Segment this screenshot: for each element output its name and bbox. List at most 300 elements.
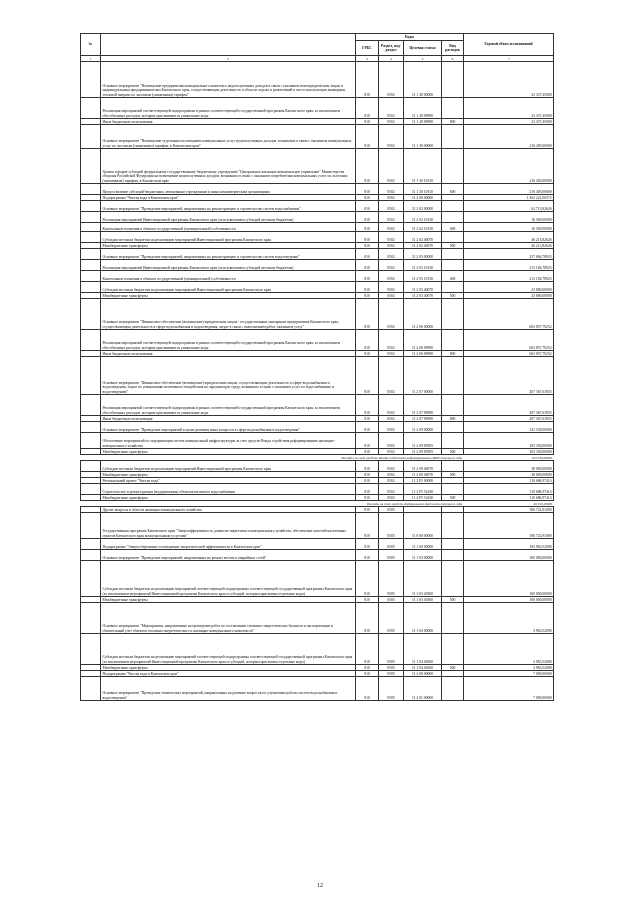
- cell-csr: 11 1 03 40360: [404, 597, 442, 603]
- cell-razdel: 0502: [379, 357, 404, 395]
- table-row: [81, 271, 554, 282]
- table-row: [81, 422, 554, 433]
- cell-amount: 46 213,82626: [464, 243, 554, 249]
- cell-csr: 11 1 30 00000: [404, 125, 442, 149]
- cell-name: Межбюджетные трансферты: [101, 495, 356, 501]
- cell-csr: 11 2 06 09990: [404, 330, 442, 351]
- table-row: [81, 561, 554, 597]
- cell-razdel: 0505: [379, 513, 404, 539]
- column-number: 5: [404, 56, 442, 62]
- cell-razdel: 0502: [379, 98, 404, 119]
- cell-vr: 500: [442, 665, 464, 671]
- cell-csr: 11 0 00 00000: [404, 513, 442, 539]
- cell-csr: 11 1 30 10310: [404, 184, 442, 195]
- cell-vr: [442, 62, 464, 98]
- cell-grbs: 810: [356, 677, 379, 701]
- cell-no: [81, 513, 101, 539]
- cell-name: Иные бюджетные ассигнования: [101, 351, 356, 357]
- cell-grbs: 810: [356, 561, 379, 597]
- table-row: [81, 299, 554, 330]
- header-grbs: ГРБС: [356, 41, 379, 56]
- column-number: 7: [464, 56, 554, 62]
- cell-vr: [442, 282, 464, 293]
- cell-name: Межбюджетные трансферты: [101, 472, 356, 478]
- page-number: 12: [317, 883, 323, 889]
- cell-name: Иные бюджетные ассигнования: [101, 416, 356, 422]
- cell-no: [81, 98, 101, 119]
- cell-grbs: 810: [356, 62, 379, 98]
- cell-grbs: 810: [356, 634, 379, 665]
- cell-amount: 110 686,97414: [464, 478, 554, 484]
- cell-csr: 11 2 02 10130: [404, 223, 442, 232]
- cell-no: [81, 677, 101, 701]
- cell-no: [81, 603, 101, 634]
- cell-name: Капитальные вложения в объекты государственной (муниципальной) собственности: [101, 223, 356, 232]
- cell-razdel: 0505: [379, 507, 404, 513]
- cell-razdel: 0502: [379, 299, 404, 330]
- table-row: [81, 232, 554, 243]
- cell-name: Гранты в форме субсидий федеральному государственному бюджетному учреждению "Центральное жилищно-коммунальное управление" Министерства обороны Российской Федерации на возмещение недополученных доходов, возникших в связи с оказанием потребителям коммунальных услуг по льготным (сниженным) тарифам, в Камчатском крае: [101, 149, 356, 184]
- budget-table: [80, 33, 554, 701]
- cell-amount: 1 362 221,00372: [464, 195, 554, 201]
- table-row: [81, 539, 554, 550]
- cell-grbs: 810: [356, 461, 379, 472]
- cell-vr: 800: [442, 416, 464, 422]
- cell-amount: 100 000,00000: [464, 561, 554, 597]
- cell-amount: 110 686,97414: [464, 495, 554, 501]
- cell-vr: [442, 539, 464, 550]
- table-row: [81, 223, 554, 232]
- cell-name: Реализация мероприятий Инвестиционной программы Камчатского края (за исключением субсидий местным бюджетам): [101, 260, 356, 271]
- cell-csr: 11 1 28 00000: [404, 62, 442, 98]
- cell-name: Основное мероприятие "Возмещение предприятиям коммунального комплекса недополученных доходов в связи с оказанием ими юридическим лицам и индивидуальным предпринимателям Камчатского края, осуществляющим деятельность в области отдыха и развлечений в части эксплуатации аквапарков, тепловой энергии по льготным (сниженным) тарифам": [101, 62, 356, 98]
- cell-grbs: 810: [356, 671, 379, 677]
- cell-vr: [442, 201, 464, 212]
- cell-name: Подпрограмма "Чистая вода в Камчатском крае": [101, 671, 356, 677]
- table-row: [81, 260, 554, 271]
- cell-razdel: 0502: [379, 195, 404, 201]
- cell-amount: 213 184,78925: [464, 271, 554, 282]
- cell-name: Обеспечение мероприятий по модернизации систем коммунальной инфраструктуры за счет средств Фонда содействия реформированию жилищно-коммунального хозяйства: [101, 433, 356, 449]
- cell-amount: 186 722,91000: [464, 507, 554, 513]
- table-row: [81, 125, 554, 149]
- cell-name: Субсидии местным бюджетам на реализацию мероприятий Инвестиционной программы Камчатского края: [101, 282, 356, 293]
- cell-amount: 7 000,00000: [464, 677, 554, 701]
- cell-csr: 11 2 03 10130: [404, 271, 442, 282]
- cell-grbs: 810: [356, 293, 379, 299]
- table-row: [81, 461, 554, 472]
- cell-grbs: 810: [356, 597, 379, 603]
- table-row: [81, 550, 554, 561]
- cell-vr: [442, 603, 464, 634]
- cell-razdel: 0502: [379, 395, 404, 416]
- cell-amount: 103 963,52000: [464, 539, 554, 550]
- cell-csr: 11 2 03 00000: [404, 249, 442, 260]
- cell-vr: [442, 550, 464, 561]
- cell-razdel: 0502: [379, 282, 404, 293]
- header-vr: Вид расходов: [442, 41, 464, 56]
- cell-name: Межбюджетные трансферты: [101, 243, 356, 249]
- cell-no: [81, 201, 101, 212]
- cell-name: Межбюджетные трансферты: [101, 597, 356, 603]
- cell-amount: 3 963,52000: [464, 665, 554, 671]
- cell-razdel: 0502: [379, 484, 404, 495]
- cell-name: Подпрограмма "Энергосбережение и повышение энергетической эффективности в Камчатском крае": [101, 539, 356, 550]
- cell-grbs: 810: [356, 260, 379, 271]
- cell-amount: 216 405,00000: [464, 149, 554, 184]
- cell-vr: [442, 149, 464, 184]
- cell-vr: [442, 299, 464, 330]
- header-row-top: [81, 34, 554, 41]
- cell-amount: 103 330,00000: [464, 449, 554, 455]
- cell-no: [81, 249, 101, 260]
- cell-csr: 11 2 07 09990: [404, 395, 442, 416]
- table-row: [81, 282, 554, 293]
- cell-name: Основное мероприятие "Проведение мероприятий, направленных на реконструкцию и строительство систем водоотведения": [101, 249, 356, 260]
- cell-grbs: 810: [356, 665, 379, 671]
- cell-grbs: 810: [356, 330, 379, 351]
- cell-razdel: 0502: [379, 330, 404, 351]
- cell-razdel: 0502: [379, 293, 404, 299]
- cell-razdel: 0502: [379, 184, 404, 195]
- cell-name: Субсидии местным бюджетам на реализацию мероприятий соответствующей подпрограммы соответствующей государственной программы Камчатского края (за исключением мероприятий Инвестиционной программы Камчатского края и субсидий, которым присвоены отдельные коды): [101, 634, 356, 665]
- cell-no: [81, 484, 101, 495]
- cell-grbs: 810: [356, 449, 379, 455]
- cell-name: Субсидии местным бюджетам на реализацию мероприятий Инвестиционной программы Камчатского края: [101, 461, 356, 472]
- cell-vr: [442, 677, 464, 701]
- cell-razdel: 0502: [379, 232, 404, 243]
- cell-vr: 500: [442, 472, 464, 478]
- cell-no: [81, 62, 101, 98]
- cell-razdel: 0502: [379, 449, 404, 455]
- cell-csr: 11 1 28 09990: [404, 98, 442, 119]
- column-number: 4: [379, 56, 404, 62]
- table-row: [81, 62, 554, 98]
- cell-vr: [442, 634, 464, 665]
- header-amount: Годовой объем ассигнований: [464, 34, 554, 56]
- table-body: [81, 62, 554, 701]
- cell-vr: [442, 357, 464, 395]
- cell-razdel: 0502: [379, 260, 404, 271]
- cell-razdel: 0502: [379, 201, 404, 212]
- cell-amount: 23 337,45000: [464, 62, 554, 98]
- cell-no: [81, 550, 101, 561]
- cell-name: Межбюджетные трансферты: [101, 293, 356, 299]
- cell-name: Иные бюджетные ассигнования: [101, 119, 356, 125]
- cell-razdel: 0502: [379, 119, 404, 125]
- header-razdel: Раздел, под-раздел: [379, 41, 404, 56]
- cell-no: [81, 539, 101, 550]
- cell-grbs: 810: [356, 98, 379, 119]
- cell-name: Межбюджетные трансферты: [101, 449, 356, 455]
- cell-amount: 103 330,00000: [464, 433, 554, 449]
- cell-razdel: 0502: [379, 422, 404, 433]
- cell-razdel: 0505: [379, 597, 404, 603]
- cell-vr: [442, 561, 464, 597]
- cell-no: [81, 357, 101, 395]
- cell-vr: 800: [442, 351, 464, 357]
- cell-no: [81, 232, 101, 243]
- cell-amount: 7 000,00000: [464, 671, 554, 677]
- cell-csr: 11 2 02 40070: [404, 243, 442, 249]
- cell-csr: 11 2 01 00000: [404, 677, 442, 701]
- cell-grbs: 810: [356, 513, 379, 539]
- cell-csr: 11 2 09 40070: [404, 461, 442, 472]
- cell-grbs: 810: [356, 232, 379, 243]
- cell-csr: 11 2 02 40070: [404, 232, 442, 243]
- cell-amount: 207 367,61855: [464, 395, 554, 416]
- cell-csr: 11 2 00 00000: [404, 671, 442, 677]
- note-label: Расходы за счет средств Фонда содействия реформированию ЖКХ текущего года: [341, 455, 463, 460]
- cell-name: Основное мероприятие "Возмещение отдельным поставщикам коммунальных услуг недополученных доходов, возникших в связи с оказанием коммунальных услуг по льготным (сниженным) тарифам, в Камчатском крае": [101, 125, 356, 149]
- table-row: [81, 634, 554, 665]
- cell-vr: 600: [442, 184, 464, 195]
- cell-name: Другие вопросы в области жилищно-коммунального хозяйства: [101, 507, 356, 513]
- table-row: [81, 395, 554, 416]
- cell-name: Основное мероприятие "Финансовое обеспечение (возмещение) юридическим лицам - государственным унитарным предприятиям Камчатского края, осуществляющим деятельность в сфере водоснабжения и водоотведения, затрат в связи с выполнением работ, оказанием услуг": [101, 299, 356, 330]
- cell-amount: 38 000,00000: [464, 472, 554, 478]
- cell-vr: [442, 249, 464, 260]
- cell-razdel: 0502: [379, 223, 404, 232]
- cell-no: [81, 433, 101, 449]
- table-row: [81, 212, 554, 223]
- cell-razdel: 0505: [379, 677, 404, 701]
- cell-csr: 11 1 04 40360: [404, 634, 442, 665]
- cell-razdel: 0502: [379, 62, 404, 98]
- cell-razdel: 0502: [379, 249, 404, 260]
- cell-no: [81, 125, 101, 149]
- note-label: Расходы за счет средств федерального бюджета текущего года: [367, 501, 463, 506]
- cell-no: [81, 282, 101, 293]
- cell-csr: 11 2 03 40070: [404, 293, 442, 299]
- cell-amount: 23 337,45000: [464, 119, 554, 125]
- cell-razdel: 0505: [379, 550, 404, 561]
- cell-razdel: 0502: [379, 461, 404, 472]
- cell-vr: [442, 98, 464, 119]
- cell-csr: 11 1 28 09990: [404, 119, 442, 125]
- cell-grbs: 810: [356, 507, 379, 513]
- cell-razdel: 0505: [379, 539, 404, 550]
- cell-amount: 213 184,78925: [464, 260, 554, 271]
- cell-amount: 216 405,00000: [464, 184, 554, 195]
- cell-amount: 3 963,52000: [464, 634, 554, 665]
- column-number: 6: [442, 56, 464, 62]
- cell-vr: [442, 260, 464, 271]
- cell-csr: 11 1 03 00000: [404, 550, 442, 561]
- cell-csr: 11 2 07 09990: [404, 416, 442, 422]
- cell-amount: 23 337,45000: [464, 98, 554, 119]
- cell-vr: [442, 484, 464, 495]
- cell-vr: 500: [442, 449, 464, 455]
- cell-grbs: 810: [356, 478, 379, 484]
- cell-amount: 602 857,79252: [464, 351, 554, 357]
- table-row: [81, 513, 554, 539]
- cell-vr: [442, 395, 464, 416]
- cell-name: Основное мероприятие "Проведение технических мероприятий, направленных на решение вопросов по улучшению работы систем водоснабжения и водоотведения": [101, 677, 356, 701]
- cell-csr: 11 2 F5 52430: [404, 484, 442, 495]
- cell-razdel: 0502: [379, 271, 404, 282]
- cell-csr: 11 1 30 10310: [404, 149, 442, 184]
- header-name: [101, 34, 356, 56]
- cell-csr: 11 2 F5 52430: [404, 495, 442, 501]
- cell-csr: 11 2 03 40070: [404, 282, 442, 293]
- cell-grbs: 810: [356, 472, 379, 478]
- note-amount: 49 310,20000: [533, 501, 553, 506]
- cell-grbs: 810: [356, 119, 379, 125]
- cell-amount: 16 500,00000: [464, 212, 554, 223]
- cell-csr: 11 1 03 40360: [404, 561, 442, 597]
- note-amount: 103 330,00000: [531, 455, 553, 460]
- table-row: [81, 201, 554, 212]
- cell-csr: 11 2 09 40070: [404, 472, 442, 478]
- cell-amount: 3 963,52000: [464, 603, 554, 634]
- cell-grbs: 810: [356, 184, 379, 195]
- cell-grbs: 810: [356, 212, 379, 223]
- cell-no: [81, 561, 101, 597]
- cell-no: [81, 212, 101, 223]
- cell-razdel: 0502: [379, 149, 404, 184]
- cell-csr: 11 2 09 09505: [404, 449, 442, 455]
- cell-amount: 602 857,79252: [464, 299, 554, 330]
- cell-name: Реализация мероприятий Инвестиционной программы Камчатского края (за исключением субсидий местным бюджетам): [101, 212, 356, 223]
- cell-vr: [442, 513, 464, 539]
- cell-grbs: 810: [356, 484, 379, 495]
- cell-name: Основное мероприятие "Мероприятия, направленные на проведение работ по составлению топливно-энергетических балансов и паспортизации и обязательный учет объектов топливно-энергетического и жилищно-коммунального комплексов": [101, 603, 356, 634]
- cell-grbs: 810: [356, 282, 379, 293]
- cell-grbs: 810: [356, 395, 379, 416]
- header-csr: Целевая статья: [404, 41, 442, 56]
- cell-name: Реализация мероприятий соответствующей подпрограммы в рамках соответствующей государственной программы Камчатского края, за исключением обособленных расходов, которым присваиваются уникальные коды: [101, 98, 356, 119]
- cell-no: [81, 461, 101, 472]
- column-number: 2: [101, 56, 356, 62]
- cell-no: [81, 223, 101, 232]
- cell-no: [81, 330, 101, 351]
- cell-name: Основное мероприятие "Финансовое обеспечение (возмещение) юридическим лицам, осуществляющим деятельность в сфере водоснабжения и водоотведения, затрат по уменьшению негативного воздействия на окружающую среду, возникших в связи с оказанием услуг по водоснабжению и водоотведению": [101, 357, 356, 395]
- cell-csr: 11 2 07 00000: [404, 357, 442, 395]
- cell-no: [81, 395, 101, 416]
- cell-name: Основное мероприятие "Проведение мероприятий, направленных на ремонт ветхих и аварийных сетей": [101, 550, 356, 561]
- table-row: [81, 184, 554, 195]
- cell-amount: 16 500,00000: [464, 223, 554, 232]
- cell-vr: 500: [442, 243, 464, 249]
- cell-vr: 500: [442, 293, 464, 299]
- cell-razdel: 0502: [379, 212, 404, 223]
- cell-name: Реализация мероприятий соответствующей подпрограммы в рамках соответствующей государственной программы Камчатского края, за исключением обособленных расходов, которым присваиваются уникальные коды: [101, 330, 356, 351]
- column-number: 3: [356, 56, 379, 62]
- cell-vr: [442, 330, 464, 351]
- cell-razdel: 0502: [379, 495, 404, 501]
- cell-amount: 100 000,00000: [464, 550, 554, 561]
- cell-grbs: 810: [356, 125, 379, 149]
- cell-no: [81, 184, 101, 195]
- cell-amount: 38 000,00000: [464, 461, 554, 472]
- cell-csr: 11 2 09 00000: [404, 422, 442, 433]
- cell-grbs: 810: [356, 416, 379, 422]
- cell-name: Субсидии местным бюджетам на реализацию мероприятий Инвестиционной программы Камчатского края: [101, 232, 356, 243]
- cell-no: [81, 260, 101, 271]
- cell-name: Государственная программа Камчатского края "Энергоэффективность, развитие энергетики и коммунального хозяйства, обеспечение жителей населенных пунктов Камчатского края коммунальными услугами": [101, 513, 356, 539]
- cell-grbs: 810: [356, 422, 379, 433]
- cell-vr: [442, 212, 464, 223]
- budget-table-sheet: [80, 33, 553, 701]
- table-row: [81, 249, 554, 260]
- cell-grbs: 810: [356, 299, 379, 330]
- cell-razdel: 0502: [379, 125, 404, 149]
- cell-name: Предоставление субсидий бюджетным, автономным учреждениям и иным некоммерческим организациям: [101, 184, 356, 195]
- cell-csr: 11 2 F5 00000: [404, 478, 442, 484]
- cell-csr: 11 1 04 40360: [404, 665, 442, 671]
- cell-name: Капитальные вложения в объекты государственной (муниципальной) собственности: [101, 271, 356, 282]
- cell-vr: 400: [442, 271, 464, 282]
- cell-amount: 62 713,82626: [464, 201, 554, 212]
- cell-grbs: 810: [356, 550, 379, 561]
- cell-name: Основное мероприятие "Проведение мероприятий в целях решения иных вопросов в сфере водоснабжения и водоотведения": [101, 422, 356, 433]
- cell-amount: 23 880,00000: [464, 293, 554, 299]
- cell-csr: 11 1 00 00000: [404, 539, 442, 550]
- cell-grbs: 810: [356, 243, 379, 249]
- column-number: 1: [81, 56, 101, 62]
- cell-vr: [442, 433, 464, 449]
- cell-grbs: 810: [356, 271, 379, 282]
- table-row: [81, 603, 554, 634]
- cell-razdel: 0502: [379, 472, 404, 478]
- cell-vr: [442, 461, 464, 472]
- cell-razdel: 0502: [379, 416, 404, 422]
- cell-grbs: 810: [356, 223, 379, 232]
- cell-razdel: 0505: [379, 603, 404, 634]
- cell-razdel: 0502: [379, 351, 404, 357]
- cell-name: Региональный проект "Чистая вода": [101, 478, 356, 484]
- cell-amount: 46 213,82626: [464, 232, 554, 243]
- cell-amount: 207 367,61855: [464, 416, 554, 422]
- cell-razdel: 0505: [379, 634, 404, 665]
- cell-name: Основное мероприятие "Проведение мероприятий, направленных на реконструкцию и строительство систем водоснабжения": [101, 201, 356, 212]
- cell-amount: 141 530,00000: [464, 422, 554, 433]
- cell-razdel: 0505: [379, 665, 404, 671]
- cell-name: Межбюджетные трансферты: [101, 665, 356, 671]
- cell-razdel: 0502: [379, 243, 404, 249]
- cell-no: [81, 422, 101, 433]
- cell-amount: 110 686,97414: [464, 484, 554, 495]
- cell-no: [81, 271, 101, 282]
- cell-amount: 100 000,00000: [464, 597, 554, 603]
- cell-name: Субсидии местным бюджетам на реализацию мероприятий соответствующей подпрограммы соответствующей государственной программы Камчатского края (за исключением мероприятий Инвестиционной программы Камчатского края и субсидий, которым присвоены отдельные коды): [101, 561, 356, 597]
- table-row: [81, 677, 554, 701]
- cell-grbs: 810: [356, 539, 379, 550]
- cell-no: [81, 634, 101, 665]
- cell-vr: [442, 422, 464, 433]
- cell-vr: [442, 125, 464, 149]
- cell-grbs: 810: [356, 603, 379, 634]
- cell-csr: 11 2 09 09505: [404, 433, 442, 449]
- cell-amount: 23 880,00000: [464, 282, 554, 293]
- cell-grbs: 810: [356, 201, 379, 212]
- cell-vr: 800: [442, 119, 464, 125]
- cell-vr: 500: [442, 495, 464, 501]
- cell-razdel: 0502: [379, 433, 404, 449]
- table-row: [81, 357, 554, 395]
- cell-grbs: 810: [356, 149, 379, 184]
- cell-razdel: 0505: [379, 671, 404, 677]
- table-row: [81, 149, 554, 184]
- cell-razdel: 0502: [379, 478, 404, 484]
- cell-csr: 11 2 06 09990: [404, 351, 442, 357]
- cell-csr: 11 2 02 00000: [404, 201, 442, 212]
- cell-grbs: 810: [356, 351, 379, 357]
- cell-grbs: 810: [356, 357, 379, 395]
- cell-csr: 11 2 02 10130: [404, 212, 442, 223]
- table-row: [81, 98, 554, 119]
